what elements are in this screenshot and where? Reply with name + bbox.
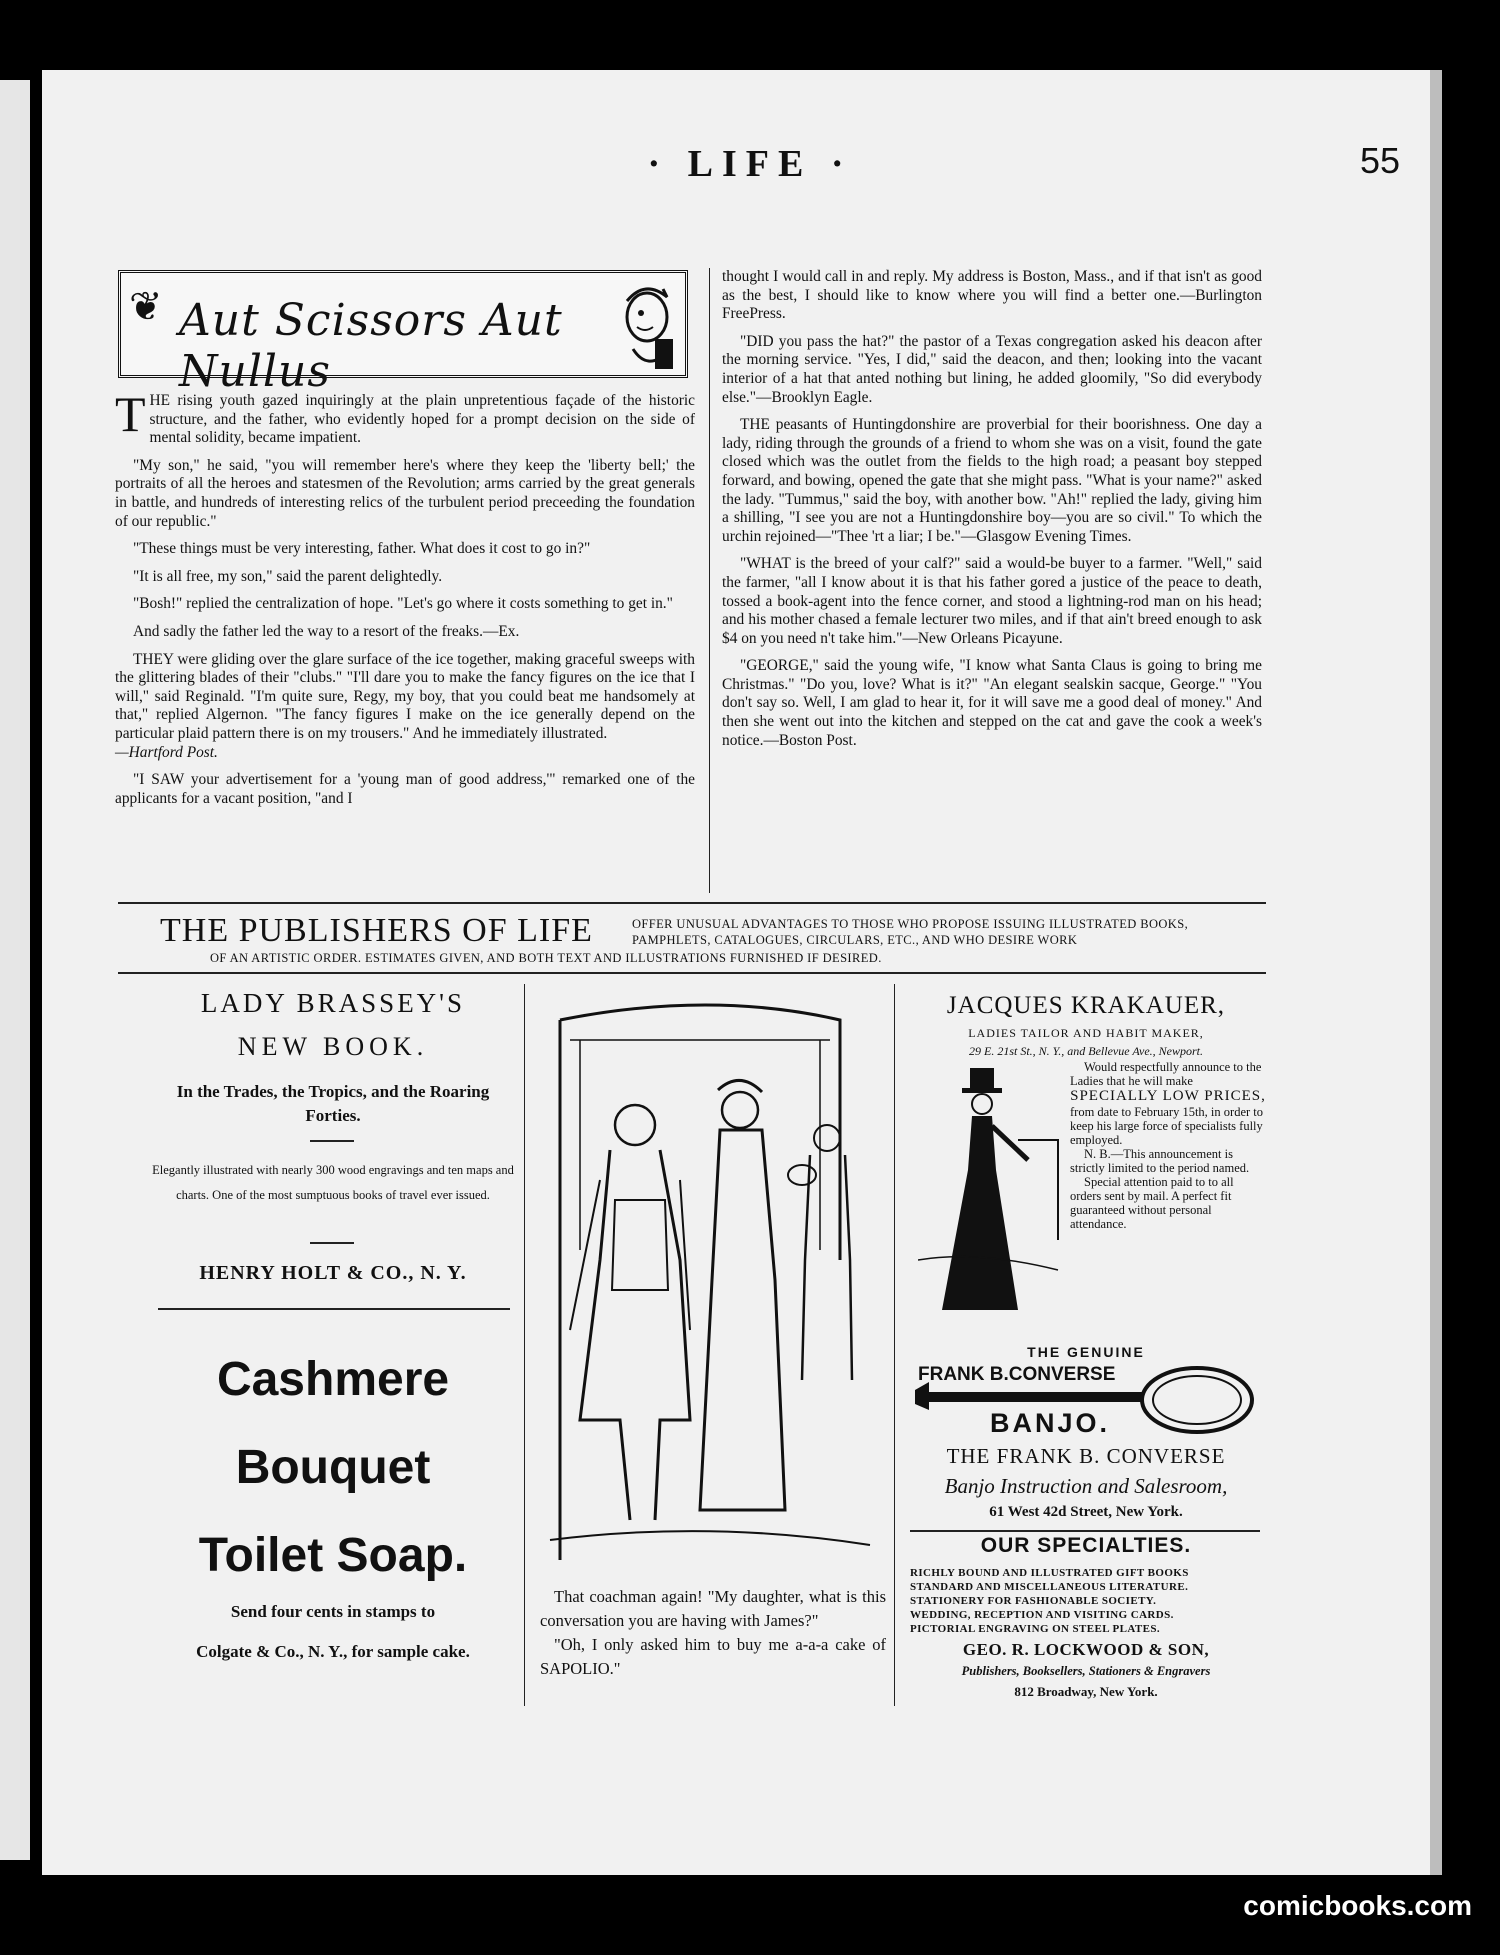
banjo-word: BANJO. <box>990 1408 1111 1438</box>
masthead: · LIFE · <box>647 143 853 185</box>
cartoon-illustration <box>540 1000 880 1580</box>
jester-face-icon <box>615 279 675 373</box>
caption-line: That coachman again! "My daughter, what is this conversation you are having with James?" <box>540 1587 886 1630</box>
krakauer-trade: LADIES TAILOR AND HABIT MAKER, <box>968 1026 1204 1040</box>
column-banner <box>118 270 688 397</box>
krakauer-body <box>1070 1060 1266 1231</box>
soap-line-1: Cashmere <box>216 1353 450 1406</box>
soap-line-2: Bouquet <box>235 1441 431 1494</box>
banjo-brand: FRANK B.CONVERSE <box>918 1364 1116 1385</box>
caption-line: "Oh, I only asked him to buy me a-a-a cake of SAPOLIO." <box>540 1635 886 1678</box>
banner-title: Aut Scissors Aut Nullus <box>179 295 563 397</box>
list-item: STATIONERY FOR FASHIONABLE SOCIETY. <box>910 1595 1157 1607</box>
soap-line-3: Toilet Soap. <box>198 1529 468 1582</box>
list-item: PICTORIAL ENGRAVING ON STEEL PLATES. <box>910 1623 1161 1635</box>
list-item: WEDDING, RECEPTION AND VISITING CARDS. <box>910 1609 1174 1621</box>
soap-offer: Send four cents in stamps to <box>230 1602 436 1621</box>
paragraph: "DID you pass the hat?" the pastor of a Texas congregation asked his deacon after the morning service. "Yes, I did," said the deacon, and then; looking into the vacant interior of a hat that anted nothing but lining, he added gloomily, "So did everybody else."—Brooklyn Eagle. <box>722 332 1262 406</box>
divider <box>158 1308 510 1310</box>
watermark: comicbooks.com <box>1243 1890 1472 1921</box>
brassey-subtitle: NEW BOOK. <box>237 1032 429 1061</box>
divider <box>118 902 1266 904</box>
publishers-heading: THE PUBLISHERS OF LIFE <box>160 912 593 949</box>
brassey-publisher: HENRY HOLT & CO., N. Y. <box>199 1262 467 1284</box>
krakauer-name: JACQUES KRAKAUER, <box>946 992 1226 1019</box>
page-edge <box>1430 70 1442 1875</box>
source-credit: —Hartford Post. <box>115 743 218 761</box>
banjo-genuine: THE GENUINE <box>1027 1344 1145 1360</box>
facing-page-edge <box>0 80 30 1860</box>
paragraph: "It is all free, my son," said the parent delightedly. <box>133 567 443 585</box>
specialties-title: OUR SPECIALTIES. <box>980 1534 1192 1557</box>
brassey-details: Elegantly illustrated with nearly 300 wood engravings and ten maps and charts. One of the most sumptuous books of travel ever issued. <box>152 1163 514 1202</box>
specialties-list <box>910 1566 1270 1636</box>
paragraph: "GEORGE," said the young wife, "I know what Santa Claus is going to bring me Christmas." "Do you, love? What is it?" "An elegant sealskin sacque, George." "You don't say so. Well, I am glad to hear it, for it will save me a good deal of money." And then she went out into the kitchen and stepped on the cat and gave the cook a week's notice.—Boston Post. <box>722 657 1262 749</box>
converse-address: 61 West 42d Street, New York. <box>989 1504 1183 1520</box>
publishers-text-2: OF AN ARTISTIC ORDER. ESTIMATES GIVEN, AND BOTH TEXT AND ILLUSTRATIONS FURNISHED IF DESIRED. <box>210 951 882 965</box>
krakauer-intro: Would respectfully announce to the Ladies that he will make <box>1070 1060 1262 1088</box>
krakauer-dates: from date to February 15th, in order to keep his large force of specialists fully employed. <box>1070 1105 1264 1147</box>
ad-divider <box>894 984 895 1706</box>
krakauer-address: 29 E. 21st St., N. Y., and Bellevue Ave., Newport. <box>969 1044 1203 1058</box>
publishers-text: OFFER UNUSUAL ADVANTAGES TO THOSE WHO PROPOSE ISSUING ILLUSTRATED BOOKS, PAMPHLETS, CATALOGUES, CIRCULARS, ETC., AND WHO DESIRE WORK <box>632 917 1189 947</box>
lockwood-name: GEO. R. LOCKWOOD & SON, <box>962 1640 1210 1659</box>
paragraph: "These things must be very interesting, father. What does it cost to go in?" <box>133 540 591 558</box>
brassey-description: In the Trades, the Tropics, and the Roaring Forties. <box>176 1082 490 1125</box>
dropcap: T <box>115 386 146 442</box>
soap-company: Colgate & Co., N. Y., for sample cake. <box>196 1642 470 1661</box>
brassey-title: LADY BRASSEY'S <box>200 988 466 1018</box>
paragraph: And sadly the father led the way to a resort of the freaks.—Ex. <box>133 622 520 640</box>
paragraph: "I SAW your advertisement for a 'young man of good address,'" remarked one of the applicants for a vacant position, "and I <box>115 771 695 807</box>
list-item: STANDARD AND MISCELLANEOUS LITERATURE. <box>910 1581 1189 1593</box>
converse-company: THE FRANK B. CONVERSE <box>946 1444 1226 1468</box>
krakauer-mail: Special attention paid to to all orders sent by mail. A perfect fit guaranteed without personal attendance. <box>1070 1175 1234 1231</box>
lockwood-address: 812 Broadway, New York. <box>1014 1684 1158 1699</box>
right-column <box>722 268 1262 759</box>
list-item: RICHLY BOUND AND ILLUSTRATED GIFT BOOKS <box>910 1567 1189 1579</box>
paragraph: THE peasants of Huntingdonshire are proverbial for their boorishness. One day a lady, riding through the grounds of a friend to whom she was on a visit, found the gate closed which was the outlet from the fields to the high road; a peasant boy stepped forward, and bowing, opened the gate that she might pass. "What is your name?" asked the lady. "Tummus," said the boy, with another bow. "Ah!" replied the lady, giving him a shilling, "I see you are not a Huntingdonshire boy—you are so civil." To which the urchin rejoined—"Thee 'rt a liar; I be."—Glasgow Evening Times. <box>722 416 1262 545</box>
converse-instruction: Banjo Instruction and Salesroom, <box>944 1474 1228 1498</box>
column-divider <box>709 268 710 893</box>
left-column <box>115 386 695 817</box>
page-number: 55 <box>1359 140 1400 181</box>
lockwood-trades: Publishers, Booksellers, Stationers & Engravers <box>961 1664 1211 1678</box>
divider <box>910 1530 1260 1532</box>
ad-divider <box>524 984 525 1706</box>
paragraph: THEY were gliding over the glare surface of the ice together, making graceful sweeps with the glittering blades of their "clubs." "I'll dare you to make the fancy figures on the ice that I will," said Reginald. "I'm quite sure, Regy, my boy, that you could beat me handsomely at that," replied Algernon. "The fancy figures I make on the ice generally depend on the particular plaid pattern there is on my trousers." And he immediately illustrated. <box>115 650 695 742</box>
krakauer-nb: N. B.—This announcement is strictly limited to the period named. <box>1070 1147 1250 1175</box>
short-divider <box>310 1140 354 1142</box>
cartoon-caption <box>540 1585 886 1681</box>
divider <box>118 972 1266 974</box>
paragraph: "Bosh!" replied the centralization of hope. "Let's go where it costs something to get in." <box>133 595 673 613</box>
short-divider <box>310 1242 354 1244</box>
paragraph: thought I would call in and reply. My address is Boston, Mass., and if that isn't as good as the best, I should like to know where you will find a better one.—Burlington FreePress. <box>722 268 1262 323</box>
ornament-icon: ❦ <box>129 284 163 329</box>
paragraph: "My son," he said, "you will remember here's where they keep the 'liberty bell;' the portraits of all the heroes and statesmen of the Revolution; arms carried by the great generals in battle, and hundreds of interesting relics of the turbulent period preceeding the foundation of our republic." <box>115 456 695 530</box>
paragraph: THE rising youth gazed inquiringly at the plain unpretentious façade of the historic structure, and the father, who evidently hoped for a prompt decision on the side of mental solidity, became impatient. <box>115 386 695 447</box>
krakauer-special: SPECIALLY LOW PRICES, <box>1070 1088 1266 1104</box>
lady-figure-illustration <box>918 1060 1068 1335</box>
paragraph: "WHAT is the breed of your calf?" said a would-be buyer to a farmer. "Well," said the farmer, "all I know about it is that his father gored a justice of the peace to death, tossed a book-agent into the fence corner, and stood a lightning-rod man on his head; and his mother chased a female lecturer two miles, and if that ain't breed enough to ask $4 on you need n't take him."—New Orleans Picayune. <box>722 555 1262 647</box>
